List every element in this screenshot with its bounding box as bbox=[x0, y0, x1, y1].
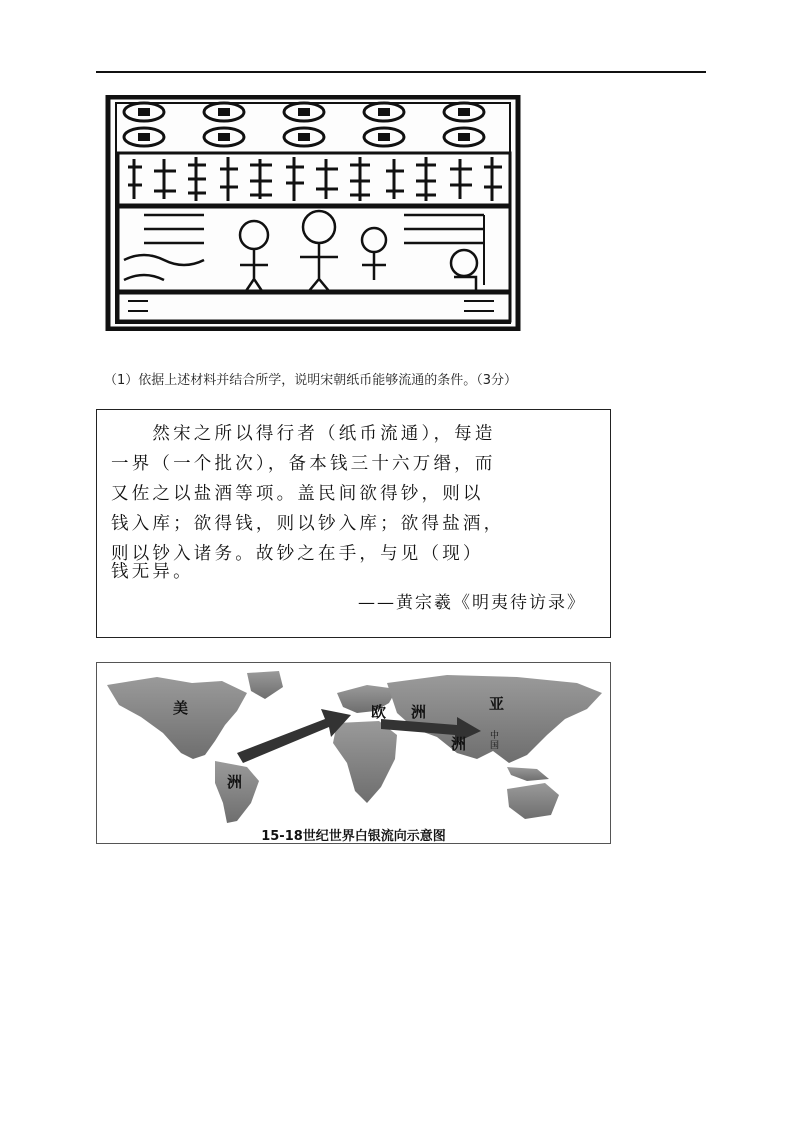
label-asia-1: 亚 bbox=[489, 695, 505, 713]
quote-line: 则以钞入诸务。故钞之在手，与见（现） bbox=[111, 544, 484, 564]
map-caption: 15-18世纪世界白银流向示意图 bbox=[261, 829, 446, 844]
silver-flow-map bbox=[96, 662, 611, 844]
quote-source: ——黄宗羲《明夷待访录》 bbox=[358, 593, 586, 613]
label-china: 中国 bbox=[490, 731, 500, 751]
quote-line: 钱入库；欲得钱，则以钞入库；欲得盐酒， bbox=[111, 514, 505, 534]
world-map-graphic bbox=[97, 663, 611, 844]
label-americas-top: 美 bbox=[173, 699, 189, 717]
quote-box bbox=[96, 409, 611, 638]
label-europe-1: 欧 bbox=[371, 703, 387, 721]
quote-line: 钱无异。 bbox=[111, 562, 194, 582]
quote-line: 又佐之以盐酒等项。盖民间欲得钞，则以 bbox=[111, 484, 484, 504]
quote-line: 一界（一个批次），备本钱三十六万缗，而 bbox=[111, 454, 496, 474]
label-europe-2: 洲 bbox=[411, 703, 427, 721]
question-text: （1）依据上述材料并结合所学，说明宋朝纸币能够流通的条件。（3分） bbox=[104, 373, 518, 388]
quote-line: 然宋之所以得行者（纸币流通），每造 bbox=[111, 424, 496, 444]
label-asia-2: 洲 bbox=[451, 735, 467, 753]
label-americas-bottom: 洲 bbox=[227, 773, 243, 791]
song-paper-money-image bbox=[104, 95, 522, 331]
top-rule bbox=[96, 71, 706, 73]
